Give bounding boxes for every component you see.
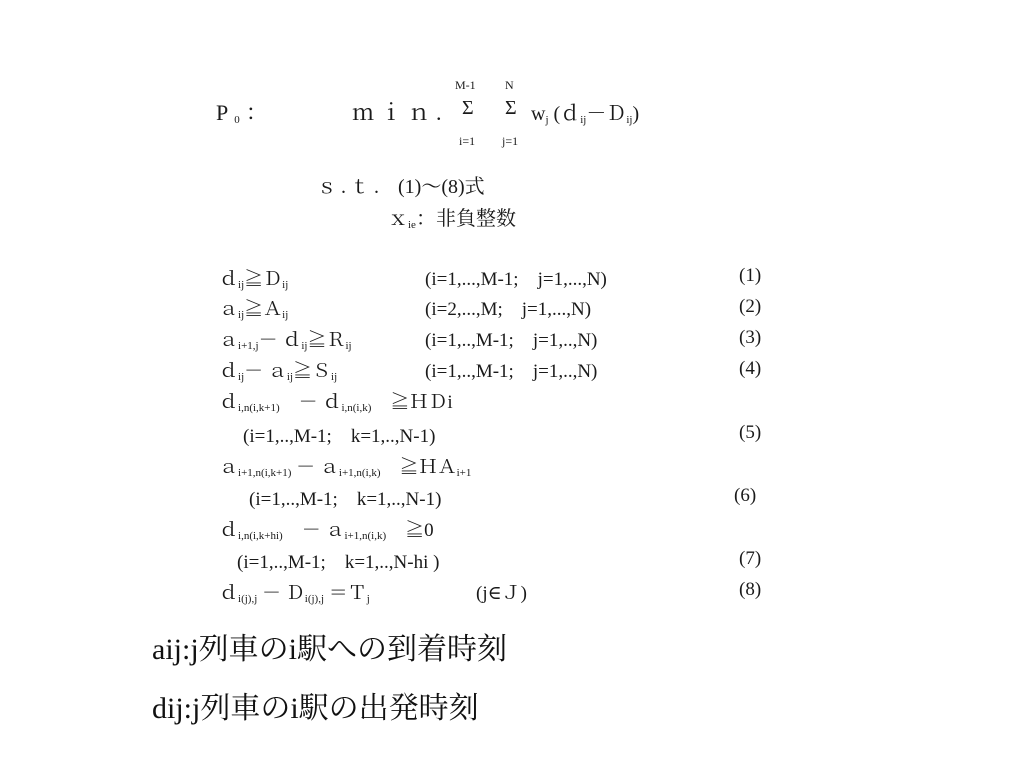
constraint-term: ≧0 <box>386 520 434 541</box>
sum2-sigma-icon: Σ <box>505 97 517 119</box>
constraint-2-number: (2) <box>739 296 762 317</box>
constraint-8-lhs <box>219 578 370 605</box>
constraint-subscript: i,n(i,k+1) <box>238 402 280 414</box>
constraint-term: ａ <box>219 299 239 320</box>
constraint-term: － ａ <box>282 520 345 541</box>
expr-open: (ｄ <box>553 103 581 125</box>
constraint-6-lhs <box>219 452 471 479</box>
constraint-1-range: (i=1,...,M-1; j=1,...,N) <box>425 269 607 290</box>
var-text: ：非負整数 <box>415 208 516 230</box>
constraint-term: ≧Ｄ <box>244 269 283 290</box>
constraint-term: － ｄ <box>279 392 342 413</box>
constraint-term: ≧Ｓ <box>293 361 332 382</box>
constraint-5-range: (i=1,..,M-1; k=1,..,N-1) <box>243 426 436 447</box>
constraint-7-number: (7) <box>739 548 762 569</box>
constraint-5-lhs <box>219 387 453 414</box>
constraint-term: ｄ <box>219 583 239 604</box>
constraint-subscript: ij <box>331 371 338 383</box>
constraint-term: － ａ <box>291 457 339 478</box>
subject-to-label <box>317 170 485 199</box>
constraint-term: ａ <box>219 330 239 351</box>
constraint-subscript: ij <box>238 309 245 321</box>
objective-expression <box>531 97 639 126</box>
constraint-4-number: (4) <box>739 358 762 379</box>
constraint-subscript: i+1,n(i,k+1) <box>238 467 292 479</box>
sum1-lower-limit: i=1 <box>459 134 476 148</box>
constraint-3-lhs <box>219 325 352 352</box>
constraint-subscript: ij <box>345 340 352 352</box>
constraint-subscript: ij <box>282 309 289 321</box>
constraint-subscript: i+1,n(i,k) <box>338 467 381 479</box>
constraint-subscript: i+1,j <box>238 340 259 352</box>
constraint-4-lhs <box>219 356 337 383</box>
constraint-term: ａ <box>219 457 239 478</box>
constraint-3-number: (3) <box>739 327 762 348</box>
constraint-2-range: (i=2,...,M; j=1,...,N) <box>425 299 592 320</box>
constraint-6-range: (i=1,..,M-1; k=1,..,N-1) <box>249 489 442 510</box>
variable-domain <box>388 202 516 231</box>
st-label: ｓ.ｔ. <box>317 176 383 198</box>
var-name: ｘ <box>388 208 408 230</box>
note-departure-time: dij:j列車のi駅の出発時刻 <box>152 692 479 725</box>
sum1-upper-limit: M-1 <box>455 78 476 92</box>
expr-D-subscript: ij <box>626 114 633 126</box>
constraint-2-lhs <box>219 294 288 321</box>
weight-symbol: w <box>531 103 546 125</box>
constraint-term: ≧Ｒ <box>307 330 346 351</box>
problem-subscript: 0 <box>234 114 246 126</box>
constraint-subscript: i+1 <box>456 467 472 479</box>
sum2-upper-limit: N <box>505 78 514 92</box>
constraint-subscript: ij <box>301 340 308 352</box>
constraint-term: ≧ＨＤi <box>371 392 453 413</box>
constraint-term: － ａ <box>244 361 287 382</box>
constraint-7-range: (i=1,..,M-1; k=1,..,N-hi ) <box>237 552 440 573</box>
expr-minus: －Ｄ <box>586 103 627 125</box>
weight-subscript: j <box>545 114 549 126</box>
minimize-label: ｍｉｎ. <box>352 100 448 125</box>
constraint-7-lhs <box>219 515 434 542</box>
constraint-term: ≧ＨＡ <box>380 457 457 478</box>
problem-name: P <box>216 100 235 125</box>
constraint-subscript: i(j),j <box>238 593 258 605</box>
constraint-term: ｄ <box>219 361 239 382</box>
constraint-term: ≧Ａ <box>244 299 283 320</box>
st-text: (1)～(8)式 <box>398 176 485 198</box>
expr-close: ) <box>632 103 640 125</box>
constraint-subscript: ij <box>238 371 245 383</box>
constraint-8-range: (j∈Ｊ) <box>476 583 527 604</box>
constraint-term: ＝Ｔ <box>324 583 367 604</box>
constraint-subscript: ij <box>282 279 289 291</box>
constraint-5-number: (5) <box>739 422 762 443</box>
constraint-term: ｄ <box>219 392 239 413</box>
constraint-term: ｄ <box>219 520 239 541</box>
note-arrival-time: aij:j列車のi駅への到着時刻 <box>152 633 507 666</box>
constraint-subscript: ij <box>238 279 245 291</box>
constraint-4-range: (i=1,..,M-1; j=1,..,N) <box>425 361 598 382</box>
sum2-lower-limit: j=1 <box>502 134 519 148</box>
constraint-6-number: (6) <box>734 485 757 506</box>
constraint-term: － ｄ <box>258 330 302 351</box>
constraint-1-lhs <box>219 264 288 291</box>
constraint-subscript: i(j),j <box>304 593 325 605</box>
constraint-term: － Ｄ <box>257 583 305 604</box>
problem-colon: ： <box>245 100 274 125</box>
constraint-1-number: (1) <box>739 265 762 286</box>
constraint-term: ｄ <box>219 269 239 290</box>
constraint-subscript: i,n(i,k+hi) <box>238 530 283 542</box>
var-subscript: ie <box>408 219 416 231</box>
problem-label <box>216 96 274 127</box>
constraint-subscript: i,n(i,k) <box>341 402 372 414</box>
sum1-sigma-icon: Σ <box>462 97 474 119</box>
constraint-subscript: i+1,n(i,k) <box>344 530 387 542</box>
expr-d-subscript: ij <box>580 114 587 126</box>
constraint-3-range: (i=1,..,M-1; j=1,..,N) <box>425 330 598 351</box>
constraint-subscript: ij <box>286 371 294 383</box>
constraint-subscript: j <box>366 593 370 605</box>
constraint-8-number: (8) <box>739 579 762 600</box>
